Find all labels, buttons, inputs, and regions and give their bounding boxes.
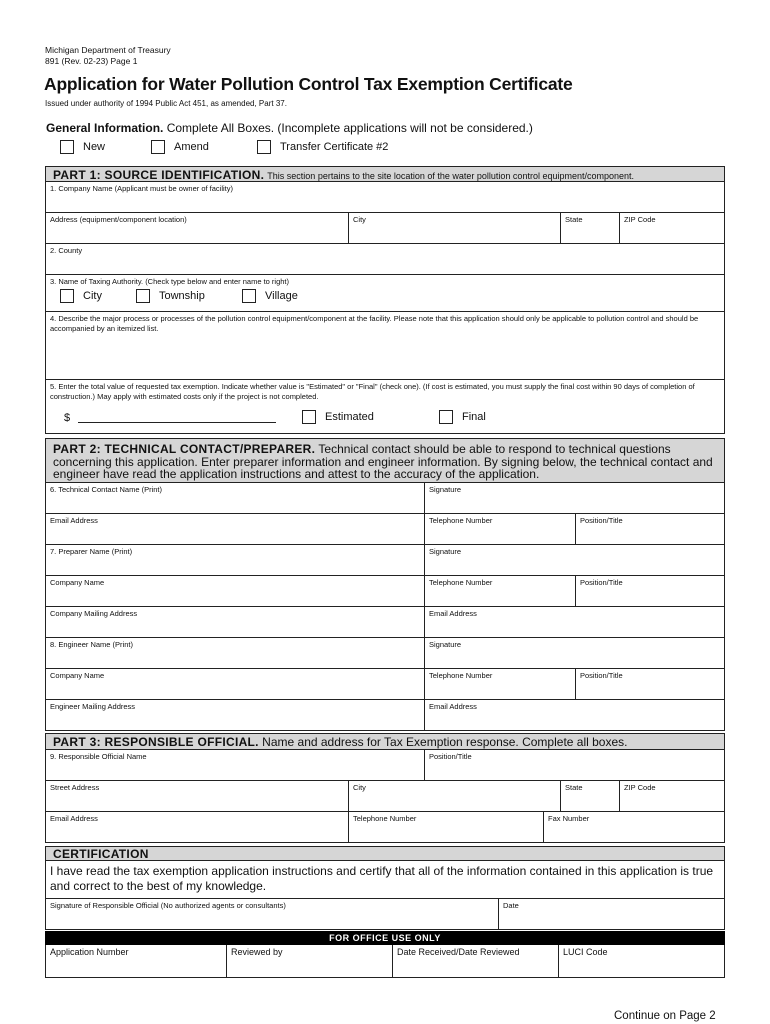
engineer-signature-field[interactable] (425, 638, 724, 668)
official-email-field[interactable] (46, 812, 349, 842)
engineer-email-label: Email Address (429, 702, 477, 711)
option-transfer-label: Transfer Certificate #2 (280, 141, 389, 153)
certification-header (45, 846, 725, 861)
preparer-company-field[interactable] (46, 576, 425, 606)
application-number-label: Application Number (50, 947, 129, 957)
company-name-row (45, 182, 725, 213)
general-information (46, 121, 533, 135)
value-type-options (302, 410, 486, 424)
part3-section (45, 733, 725, 823)
date-received-field (393, 945, 559, 977)
official-city-label: City (353, 783, 366, 792)
tech-contact-phone-label: Telephone Number (429, 516, 493, 525)
tech-contact-email-label: Email Address (50, 516, 98, 525)
reviewed-by-field (227, 945, 393, 977)
engineer-mailing-label: Engineer Mailing Address (50, 702, 136, 711)
company-name-label: 1. Company Name (Applicant must be owner of facility) (50, 184, 233, 193)
part3-subtitle: Name and address for Tax Exemption response. Complete all boxes. (262, 735, 628, 749)
engineer-email-field[interactable] (425, 700, 724, 730)
luci-code-field (559, 945, 724, 977)
dollar-amount-line[interactable] (78, 412, 276, 423)
luci-code-label: LUCI Code (563, 947, 608, 957)
department-name: Michigan Department of Treasury (45, 45, 171, 55)
official-position-label: Position/Title (429, 752, 472, 761)
form-revision: 891 (Rev. 02-23) Page 1 (45, 56, 138, 66)
taxing-authority-field[interactable] (46, 275, 724, 311)
describe-field[interactable] (46, 312, 724, 379)
general-instruction: Complete All Boxes. (Incomplete applications will not be considered.) (166, 121, 533, 135)
county-field[interactable] (46, 244, 724, 274)
preparer-position-field[interactable] (576, 576, 724, 606)
official-state-field[interactable] (561, 781, 620, 811)
county-row (45, 244, 725, 275)
zip-field[interactable] (620, 213, 724, 243)
preparer-mailing-row (45, 607, 725, 638)
preparer-phone-field[interactable] (425, 576, 576, 606)
state-label: State (565, 215, 583, 224)
value-label: 5. Enter the total value of requested tax exemption. Indicate whether value is "Estimated" or "Final" (check one). (If cost is estimated, you must supply the final cost within 90 days of completion of construction.) May apply with estimated costs only if the project is not completed. (50, 382, 695, 401)
taxing-type-options (60, 289, 298, 303)
tech-contact-row (45, 483, 725, 514)
official-street-label: Street Address (50, 783, 100, 792)
preparer-signature-field[interactable] (425, 545, 724, 575)
engineer-position-label: Position/Title (580, 671, 623, 680)
part1-header (45, 166, 725, 182)
taxing-authority-label: 3. Name of Taxing Authority. (Check type below and enter name to right) (50, 277, 290, 286)
state-field[interactable] (561, 213, 620, 243)
engineer-position-field[interactable] (576, 669, 724, 699)
checkbox-final[interactable] (439, 410, 453, 424)
city-field[interactable] (349, 213, 561, 243)
tech-contact-name-label: 6. Technical Contact Name (Print) (50, 485, 162, 494)
official-city-field[interactable] (349, 781, 561, 811)
tech-contact-position-field[interactable] (576, 514, 724, 544)
certification-date-label: Date (503, 901, 519, 910)
address-row (45, 213, 725, 244)
tech-contact-signature-label: Signature (429, 485, 462, 494)
option-village-label: Village (265, 290, 298, 302)
official-phone-label: Telephone Number (353, 814, 417, 823)
tech-contact-name-field[interactable] (46, 483, 425, 513)
certification-date-field[interactable] (499, 899, 724, 929)
preparer-phone-label: Telephone Number (429, 578, 493, 587)
issued-authority: Issued under authority of 1994 Public Act 451, as amended, Part 37. (45, 99, 287, 108)
date-received-label: Date Received/Date Reviewed (397, 947, 520, 957)
zip-label: ZIP Code (624, 215, 656, 224)
preparer-company-label: Company Name (50, 578, 105, 587)
engineer-phone-field[interactable] (425, 669, 576, 699)
checkbox-new[interactable] (60, 140, 74, 154)
part2-header (45, 438, 725, 483)
option-amend[interactable] (151, 140, 257, 154)
certification-statement: I have read the tax exemption application instructions and certify that all of the information contained in this application is true and correct to the best of my knowledge. (50, 864, 714, 893)
certification-text-row (45, 861, 725, 899)
engineer-name-label: 8. Engineer Name (Print) (50, 640, 133, 649)
checkbox-amend[interactable] (151, 140, 165, 154)
preparer-row (45, 545, 725, 576)
option-estimated[interactable] (302, 410, 439, 424)
certification-text (46, 861, 724, 898)
part2-section (45, 438, 725, 711)
page-title: Application for Water Pollution Control Tax Exemption Certificate (44, 74, 573, 94)
preparer-name-label: 7. Preparer Name (Print) (50, 547, 133, 556)
engineer-mailing-row (45, 700, 725, 731)
engineer-name-field[interactable] (46, 638, 425, 668)
value-row (45, 380, 725, 434)
official-address-row (45, 781, 725, 812)
continue-note: Continue on Page 2 (614, 1010, 716, 1022)
option-final[interactable] (439, 410, 486, 424)
official-phone-field[interactable] (349, 812, 544, 842)
part3-heading: PART 3: RESPONSIBLE OFFICIAL. (53, 735, 259, 749)
official-fax-field[interactable] (544, 812, 724, 842)
part1-subtitle: This section pertains to the site location of the water pollution control equipment/component. (267, 171, 635, 181)
company-mailing-label: Company Mailing Address (50, 609, 138, 618)
describe-row (45, 312, 725, 380)
option-new-label: New (83, 141, 106, 153)
dollar-amount[interactable] (64, 412, 276, 423)
official-name-label: 9. Responsible Official Name (50, 752, 147, 761)
describe-label: 4. Describe the major process or processes of the pollution control equipment/component at the facility. Please note that this application should only be applicable to pollution control and should be accompanied by an itemized list. (50, 314, 699, 333)
county-label: 2. County (50, 246, 83, 255)
engineer-company-label: Company Name (50, 671, 105, 680)
engineer-signature-label: Signature (429, 640, 462, 649)
engineer-mailing-field[interactable] (46, 700, 425, 730)
engineer-company-row (45, 669, 725, 700)
option-township[interactable] (136, 289, 242, 303)
official-signature-label: Signature of Responsible Official (No authorized agents or consultants) (50, 901, 286, 910)
address-label: Address (equipment/component location) (50, 215, 187, 224)
city-label: City (353, 215, 366, 224)
part2-heading: PART 2: TECHNICAL CONTACT/PREPARER. (53, 442, 316, 456)
checkbox-village[interactable] (242, 289, 256, 303)
preparer-email-label: Email Address (429, 609, 477, 618)
option-city[interactable] (60, 289, 136, 303)
option-township-label: Township (159, 290, 205, 302)
certification-section (45, 846, 725, 910)
application-type-options (60, 140, 388, 154)
preparer-position-label: Position/Title (580, 578, 623, 587)
checkbox-township[interactable] (136, 289, 150, 303)
office-use-row (45, 945, 725, 978)
official-street-field[interactable] (46, 781, 349, 811)
taxing-authority-row (45, 275, 725, 312)
official-email-label: Email Address (50, 814, 98, 823)
official-position-field[interactable] (425, 750, 724, 780)
tech-contact-email-field[interactable] (46, 514, 425, 544)
engineer-row (45, 638, 725, 669)
reviewed-by-label: Reviewed by (231, 947, 283, 957)
option-estimated-label: Estimated (325, 411, 374, 423)
official-name-field[interactable] (46, 750, 425, 780)
part2-subtitle: Technical contact should be able to respond to technical questions concerning this application. Enter preparer information and engineer information. By signing below, the technical contact and engineer have read the application instructions and attest to the accuracy of the application. (53, 442, 713, 481)
option-transfer[interactable] (257, 140, 388, 154)
official-signature-field[interactable] (46, 899, 499, 929)
preparer-email-field[interactable] (425, 607, 724, 637)
preparer-company-row (45, 576, 725, 607)
official-row (45, 750, 725, 781)
tech-contact-position-label: Position/Title (580, 516, 623, 525)
checkbox-transfer[interactable] (257, 140, 271, 154)
certification-signature-row (45, 899, 725, 930)
office-use-section (45, 931, 725, 957)
part1-heading: PART 1: SOURCE IDENTIFICATION. (53, 168, 265, 182)
checkbox-estimated[interactable] (302, 410, 316, 424)
part1-section (45, 166, 725, 424)
tech-contact-phone-field[interactable] (425, 514, 576, 544)
office-use-header (45, 931, 725, 945)
engineer-phone-label: Telephone Number (429, 671, 493, 680)
official-contact-row (45, 812, 725, 843)
engineer-company-field[interactable] (46, 669, 425, 699)
option-amend-label: Amend (174, 141, 209, 153)
official-zip-field[interactable] (620, 781, 724, 811)
preparer-name-field[interactable] (46, 545, 425, 575)
general-heading: General Information. (46, 121, 164, 135)
option-village[interactable] (242, 289, 298, 303)
company-mailing-field[interactable] (46, 607, 425, 637)
application-number-field (46, 945, 227, 977)
part3-header (45, 733, 725, 750)
official-state-label: State (565, 783, 583, 792)
official-fax-label: Fax Number (548, 814, 590, 823)
option-final-label: Final (462, 411, 486, 423)
dollar-sign: $ (64, 412, 71, 424)
preparer-signature-label: Signature (429, 547, 462, 556)
official-zip-label: ZIP Code (624, 783, 656, 792)
address-field[interactable] (46, 213, 349, 243)
value-field[interactable] (46, 380, 724, 433)
tech-contact-email-row (45, 514, 725, 545)
option-new[interactable] (60, 140, 151, 154)
office-use-heading: FOR OFFICE USE ONLY (329, 933, 441, 943)
certification-heading: CERTIFICATION (53, 847, 149, 861)
tech-contact-signature-field[interactable] (425, 483, 724, 513)
company-name-field[interactable] (46, 182, 724, 212)
checkbox-city[interactable] (60, 289, 74, 303)
option-city-label: City (83, 290, 102, 302)
